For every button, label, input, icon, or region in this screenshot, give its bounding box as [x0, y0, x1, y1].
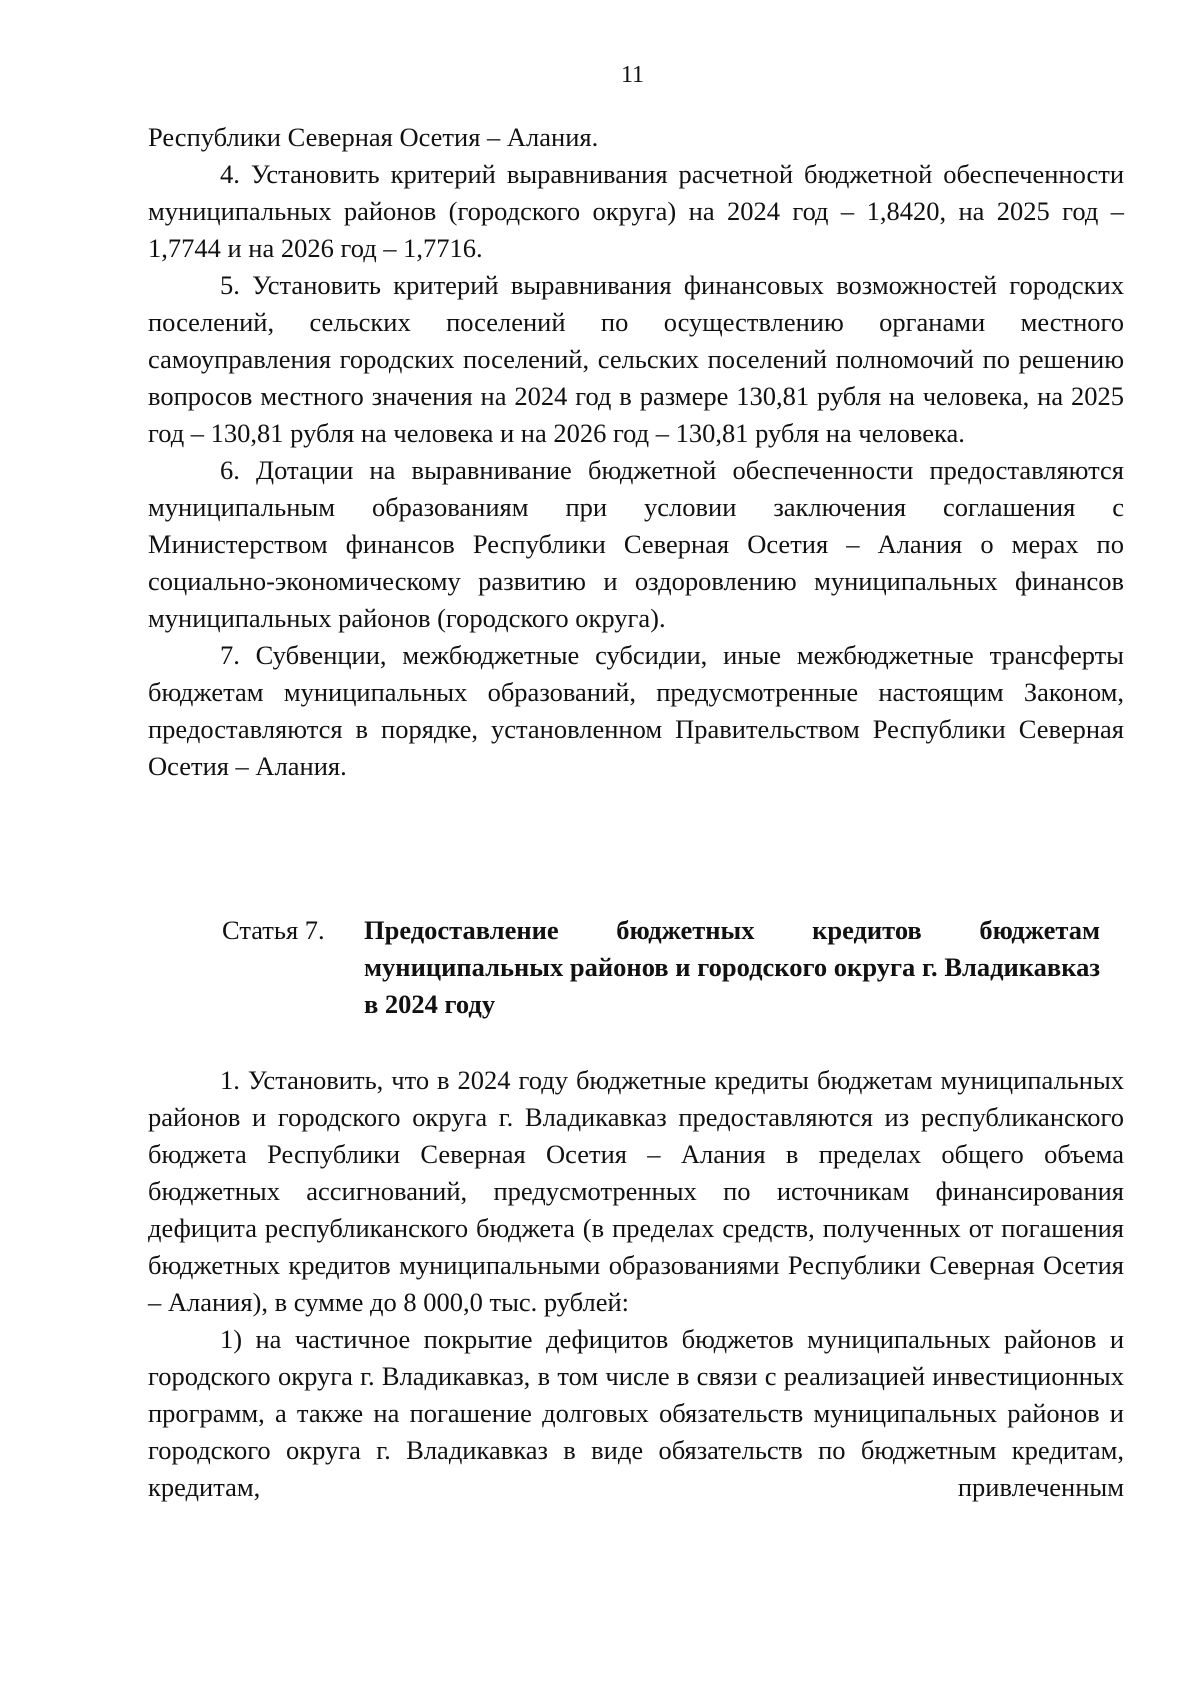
body-text-bottom [148, 1062, 1124, 1506]
paragraph-7: 7. Субвенции, межбюджетные субсидии, иные межбюджетные трансферты бюджетам муниципальных образований, предусмотренные настоящим Законом, предоставляются в порядке, установленном Правительством Республики Северная Осетия – Алания. [148, 640, 1124, 781]
paragraph-continuation: Республики Северная Осетия – Алания. [148, 122, 599, 152]
page-number: 11 [620, 62, 645, 88]
body-text-top [148, 119, 1124, 785]
article-title: Предоставление бюджетных кредитов бюджетам муниципальных районов и городского округа г. Владикавказ в 2024 году [364, 915, 1100, 1019]
paragraph-6: 6. Дотации на выравнивание бюджетной обеспеченности предоставляются муниципальным образованиям при условии заключения соглашения с Министерством финансов Республики Северная Осетия – Алания о мерах по социально-экономическому развитию и оздоровлению муниципальных финансов муниципальных районов (городского округа). [148, 455, 1124, 633]
article-7-item-1: 1) на частичное покрытие дефицитов бюджетов муниципальных районов и городского округа г. Владикавказ, в том числе в связи с реализацией инвестиционных программ, а также на погашение долговых обязательств муниципальных районов и городского округа г. Владикавказ в виде обязательств по бюджетным кредитам, кредитам, привлеченным [148, 1324, 1124, 1502]
paragraph-5: 5. Установить критерий выравнивания финансовых возможностей городских поселений, сельских поселений по осуществлению органами местного самоуправления городских поселений, сельских поселений полномочий по решению вопросов местного значения на 2024 год в размере 130,81 рубля на человека, на 2025 год – 130,81 рубля на человека и на 2026 год – 130,81 рубля на человека. [148, 270, 1124, 448]
article-7-paragraph-1: 1. Установить, что в 2024 году бюджетные кредиты бюджетам муниципальных районов и городского округа г. Владикавказ предоставляются из республиканского бюджета Республики Северная Осетия – Алания в пределах общего объема бюджетных ассигнований, предусмотренных по источникам финансирования дефицита республиканского бюджета (в пределах средств, полученных от погашения бюджетных кредитов муниципальными образованиями Республики Северная Осетия – Алания), в сумме до 8 000,0 тыс. рублей: [148, 1065, 1124, 1317]
paragraph-4: 4. Установить критерий выравнивания расчетной бюджетной обеспеченности муниципальных районов (городского округа) на 2024 год – 1,8420, на 2025 год – 1,7744 и на 2026 год – 1,7716. [148, 159, 1124, 263]
article-label: Статья 7. [222, 915, 325, 945]
